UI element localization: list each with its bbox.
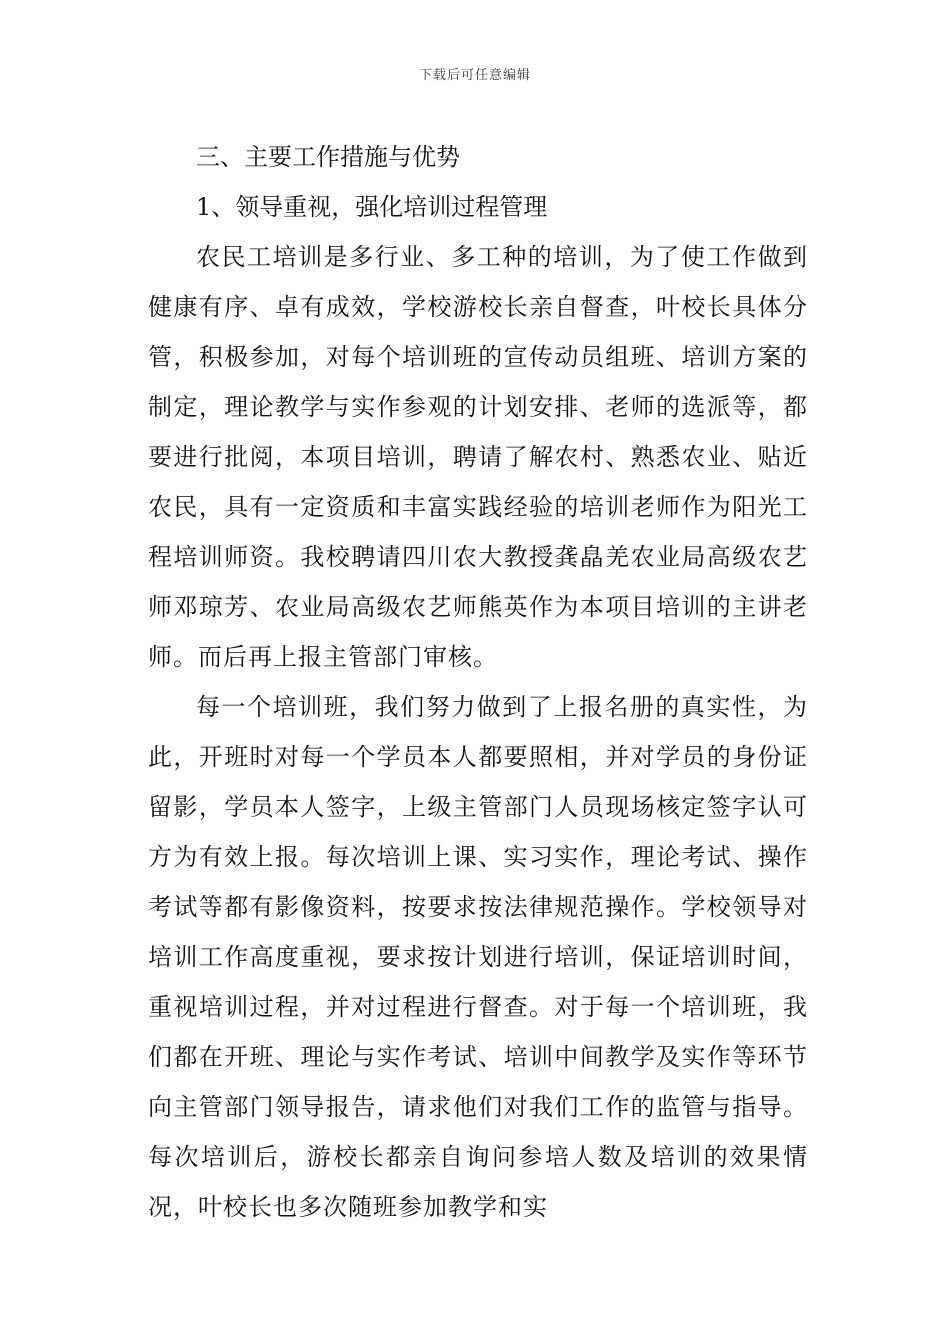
paragraph-1: 农民工培训是多行业、多工种的培训，为了使工作做到健康有序、卓有成效，学校游校长亲自督查，叶校长具体分管，积极参加，对每个培训班的宣传动员组班、培训方案的制定，理论教学与实作参观的计划安排、老师的选派等，都要进行批阅，本项目培训，聘请了解农村、熟悉农业、贴近农民，具有一定资质和丰富实践经验的培训老师作为阳光工程培训师资。我校聘请四川农大教授龚皛羌农业局高级农艺师邓琼芳、农业局高级农艺师熊英作为本项目培训的主讲老师。而后再上报主管部门审核。 bbox=[148, 243, 808, 671]
subsection-title: 1、领导重视，强化培训过程管理 bbox=[196, 193, 548, 221]
page-header-note: 下载后可任意编辑 bbox=[418, 68, 531, 83]
document-body bbox=[148, 132, 808, 1232]
paragraph-2: 每一个培训班，我们努力做到了上报名册的真实性，为此，开班时对每一个学员本人都要照相，并对学员的身份证留影，学员本人签字，上级主管部门人员现场核定签字认可方为有效上报。每次培训上课、实习实作，理论考试、操作考试等都有影像资料，按要求按法律规范操作。学校领导对培训工作高度重视，要求按计划进行培训，保证培训时间，重视培训过程，并对过程进行督查。对于每一个培训班，我们都在开班、理论与实作考试、培训中间教学及实作等环节向主管部门领导报告，请求他们对我们工作的监管与指导。每次培训后，游校长都亲自询问参培人数及培训的效果情况，叶校长也多次随班参加教学和实 bbox=[148, 693, 808, 1221]
section-title: 三、主要工作措施与优势 bbox=[196, 143, 460, 171]
